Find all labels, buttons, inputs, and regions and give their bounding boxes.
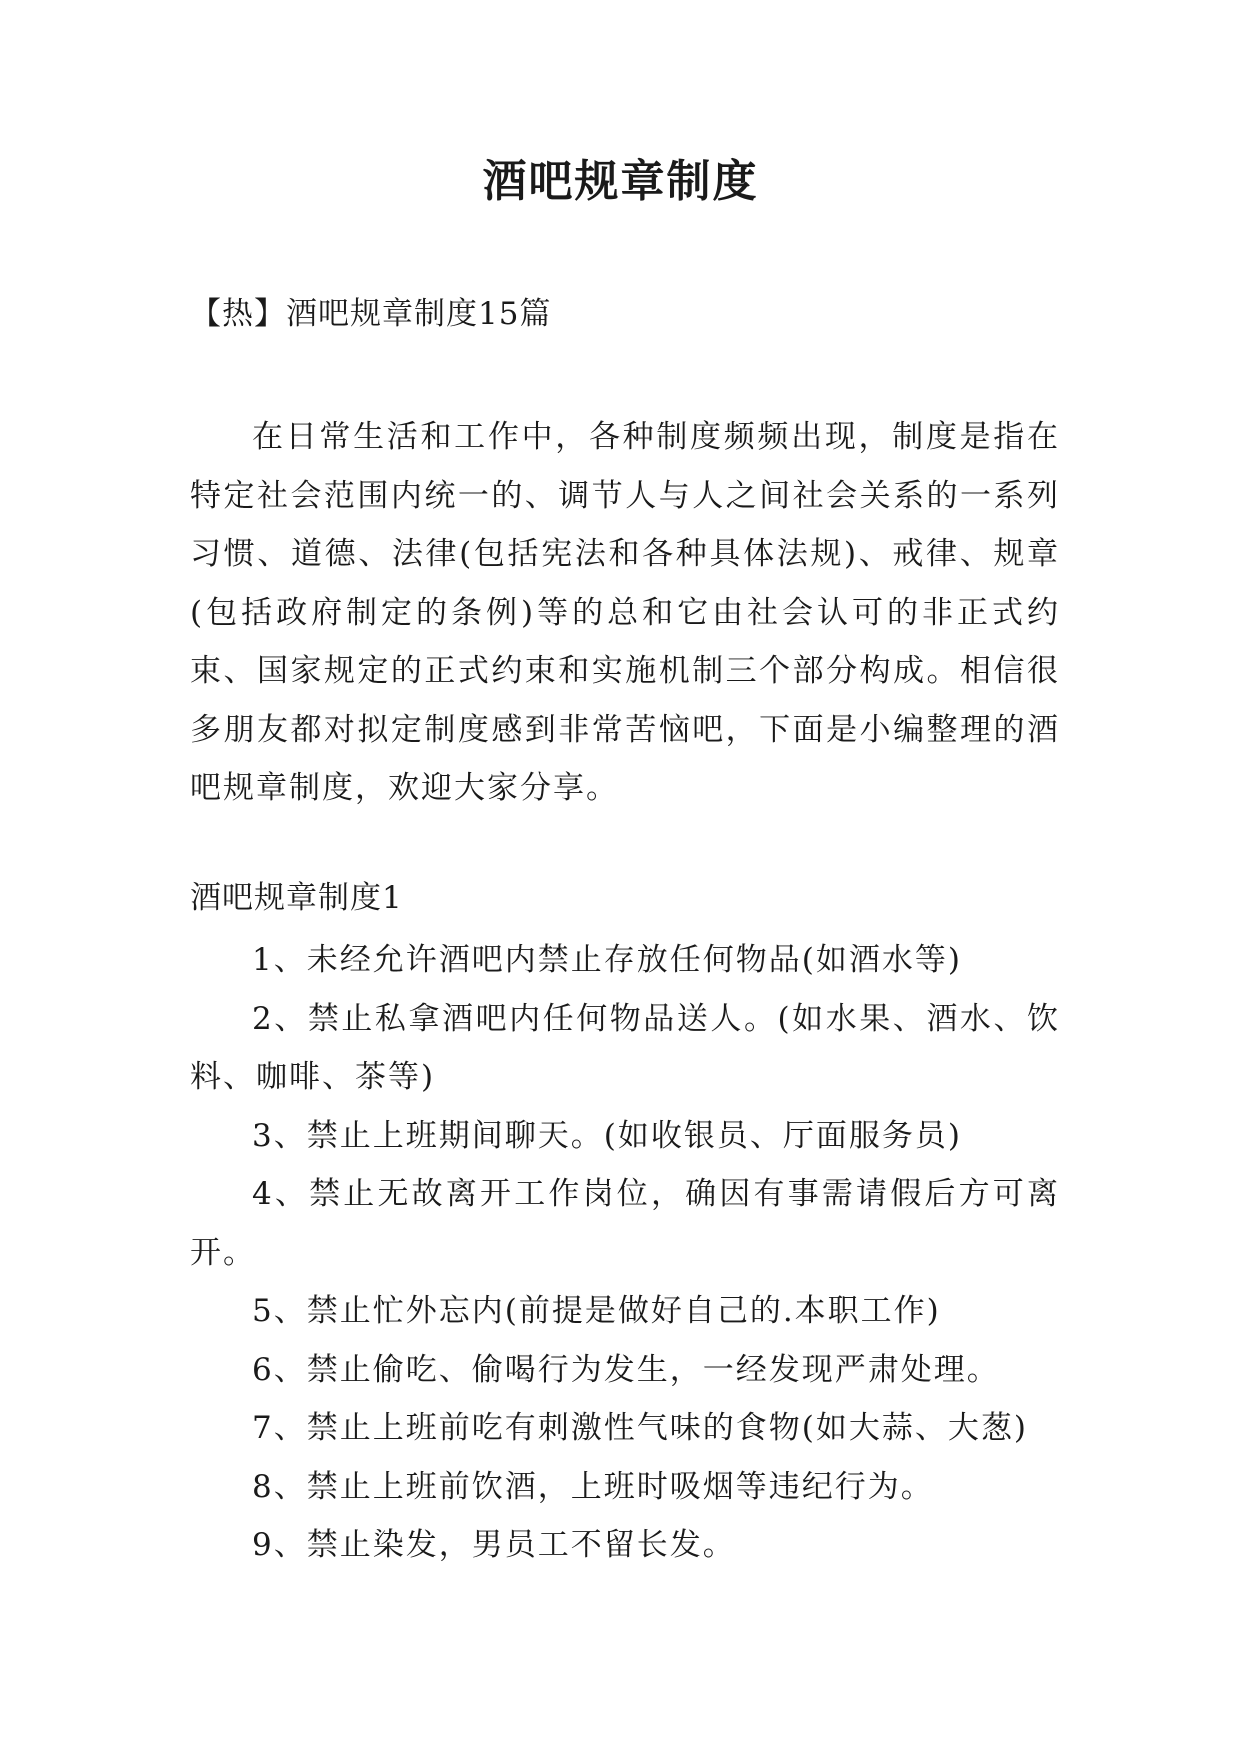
rule-item: 9、禁止染发，男员工不留长发。: [252, 1527, 736, 1563]
rules-list: [190, 931, 1060, 1575]
rule-item: 4、禁止无故离开工作岗位，确因有事需请假后方可离开。: [190, 1176, 1060, 1271]
rule-item: 2、禁止私拿酒吧内任何物品送人。(如水果、酒水、饮料、咖啡、茶等): [190, 1000, 1060, 1095]
rule-item: 6、禁止偷吃、偷喝行为发生，一经发现严肃处理。: [252, 1351, 1000, 1388]
rule-item: 1、未经允许酒吧内禁止存放任何物品(如酒水等): [252, 942, 962, 978]
rule-item: 5、禁止忙外忘内(前提是做好自己的.本职工作): [252, 1293, 941, 1329]
rule-item: 7、禁止上班前吃有刺激性气味的食物(如大蒜、大葱): [252, 1410, 1028, 1446]
document-subtitle: 【热】酒吧规章制度15篇: [190, 296, 552, 332]
rule-item: 8、禁止上班前饮酒，上班时吸烟等违纪行为。: [252, 1468, 934, 1505]
document-title: 酒吧规章制度: [482, 156, 759, 207]
rule-item: 3、禁止上班期间聊天。(如收银员、厅面服务员): [252, 1117, 962, 1154]
section-heading: 酒吧规章制度1: [190, 880, 403, 916]
intro-paragraph: 在日常生活和工作中，各种制度频频出现，制度是指在特定社会范围内统一的、调节人与人之间社会关系的一系列习惯、道德、法律(包括宪法和各种具体法规)、戒律、规章(包括政府制定的条例)等的总和它由社会认可的非正式约束、国家规定的正式约束和实施机制三个部分构成。相信很多朋友都对拟定制度感到非常苦恼吧，下面是小编整理的酒吧规章制度，欢迎大家分享。: [190, 419, 1060, 806]
